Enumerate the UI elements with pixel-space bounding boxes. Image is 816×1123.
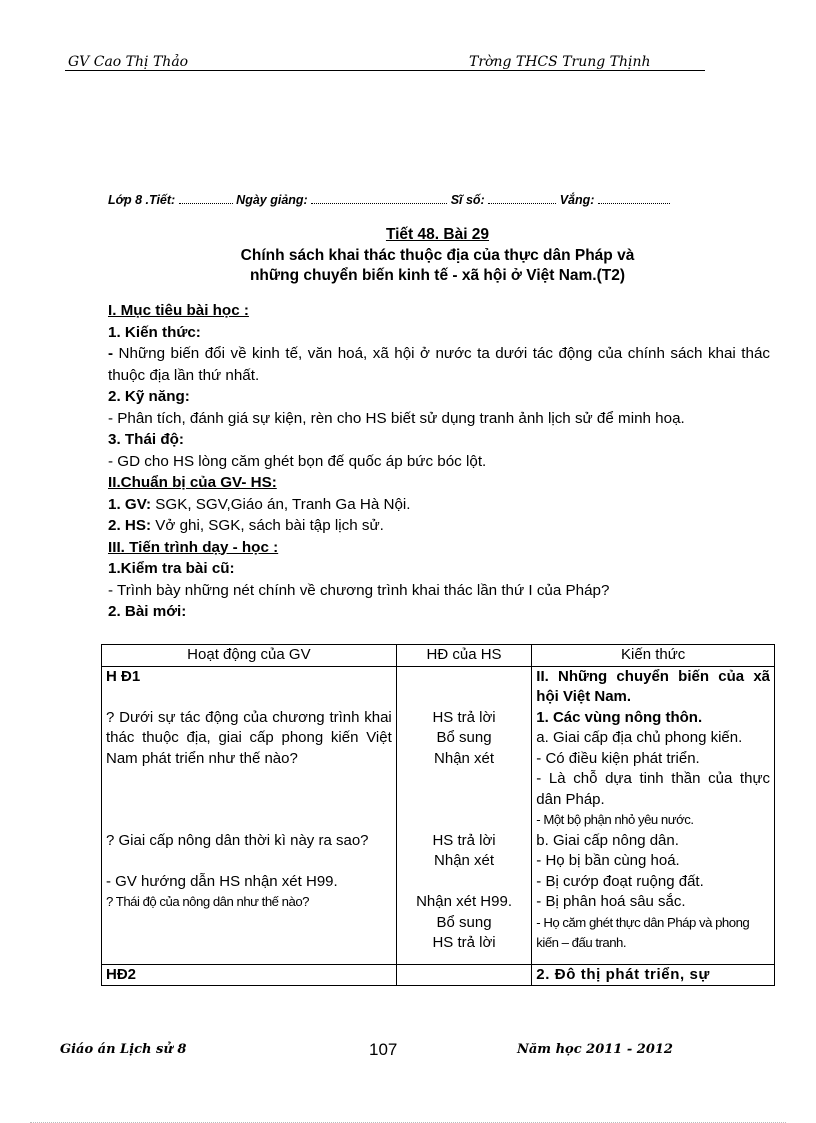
footer-school-year: Năm học 2011 - 2012 xyxy=(517,1042,673,1057)
kt-item: - Họ bị bần cùng hoá. xyxy=(536,852,680,869)
activity-2-label: HĐ2 xyxy=(102,964,397,986)
gv-cell xyxy=(102,666,397,964)
skills-heading: 2. Kỹ năng: xyxy=(108,388,190,405)
kt-cell xyxy=(532,666,775,964)
lesson-activity-table xyxy=(101,644,775,986)
lesson-title-line1: Chính sách khai thác thuộc địa của thực dân Pháp và xyxy=(240,247,635,264)
kt-heading-1: II. Những chuyển biến của xã hội Việt Nam. xyxy=(536,667,770,705)
attitude-heading: 3. Thái độ: xyxy=(108,431,184,448)
hs-answer: Bổ sung xyxy=(436,729,492,746)
page-number: 107 xyxy=(369,1040,398,1059)
header-school: Trờng THCS Trung Thịnh xyxy=(469,54,651,70)
class-info-tiet-blank xyxy=(179,202,233,204)
lesson-number: Tiết 48. Bài 29 xyxy=(385,226,490,243)
student-prep: 2. HS: Vở ghi, SGK, sách bài tập lịch sử. xyxy=(108,517,384,534)
table-header-row xyxy=(102,645,775,667)
teacher-prep: 1. GV: SGK, SGV,Giáo án, Tranh Ga Hà Nội. xyxy=(108,495,411,513)
table-row xyxy=(102,666,775,964)
hs-answer: HS trả lời xyxy=(432,934,496,951)
class-info-vang: Vắng: xyxy=(559,193,595,207)
gv-question-1: ? Dưới sự tác động của chương trình khai thác thuộc địa, giai cấp phong kiến Việt Nam phát triển như thế nào? xyxy=(106,708,392,767)
kt-item: - Bị cướp đoạt ruộng đất. xyxy=(536,872,704,890)
attitude-text: - GD cho HS lòng căm ghét bọn đế quốc áp bức bóc lột. xyxy=(108,452,487,470)
lesson-body xyxy=(108,300,770,623)
class-info-siso-blank xyxy=(488,202,556,204)
header-divider xyxy=(65,70,705,71)
class-info-siso: Sĩ số: xyxy=(450,193,485,207)
footer-subject: Giáo án Lịch sử 8 xyxy=(60,1042,187,1057)
table-row xyxy=(102,964,775,986)
kt-item: - Có điều kiện phát triển. xyxy=(536,749,700,767)
knowledge-text: - Những biến đổi về kinh tế, văn hoá, xã hội ở nước ta dưới tác động của chính sách khai thác thuộc địa lần thứ nhất. xyxy=(108,345,770,384)
skills-text: - Phân tích, đánh giá sự kiện, rèn cho HS biết sử dụng tranh ảnh lịch sử để minh hoạ. xyxy=(108,409,685,427)
kt-item: - Một bộ phận nhỏ yêu nước. xyxy=(536,812,694,827)
review-heading: 1.Kiểm tra bài cũ: xyxy=(108,560,235,577)
kt-item: - Là chỗ dựa tinh thần của thực dân Pháp. xyxy=(536,770,770,808)
class-info-ngay-blank xyxy=(311,202,447,204)
hs-cell xyxy=(396,666,532,964)
table-header-gv: Hoạt động của GV xyxy=(102,645,397,667)
gv-question-2: ? Giai cấp nông dân thời kì này ra sao? xyxy=(106,831,369,849)
gv-instruction-3: - GV hướng dẫn HS nhận xét H99. xyxy=(106,872,338,890)
section1-heading: I. Mục tiêu bài học : xyxy=(108,302,249,319)
gv-question-4: ? Thái độ của nông dân như thế nào? xyxy=(106,894,309,909)
kt-item: b. Giai cấp nông dân. xyxy=(536,831,679,849)
hs-answer: Nhận xét H99. xyxy=(416,893,512,910)
header-teacher: GV Cao Thị Thảo xyxy=(68,54,189,70)
class-info-lop: Lớp 8 .Tiết: xyxy=(108,193,176,207)
hs-answer: Nhận xét xyxy=(434,852,495,869)
section3-heading: III. Tiến trình dạy - học : xyxy=(108,538,279,556)
kt-item: - Họ căm ghét thực dân Pháp và phong kiến – đấu tranh. xyxy=(536,914,750,950)
class-info-line xyxy=(108,193,670,207)
section2-heading: II.Chuẩn bị của GV- HS: xyxy=(108,474,277,491)
table-header-kt: Kiến thức xyxy=(532,645,775,667)
review-question: - Trình bày những nét chính về chương trình khai thác lần thứ I của Pháp? xyxy=(108,581,610,599)
new-lesson-heading: 2. Bài mới: xyxy=(108,603,187,620)
hs-answer: Bổ sung xyxy=(436,913,492,931)
hs-cell-2 xyxy=(396,964,532,986)
kt-item: a. Giai cấp địa chủ phong kiến. xyxy=(536,729,743,746)
knowledge-heading: 1. Kiến thức: xyxy=(108,323,201,341)
table-header-hs: HĐ của HS xyxy=(396,645,532,667)
hs-answer: HS trả lời xyxy=(432,831,496,849)
class-info-vang-blank xyxy=(598,202,670,204)
lesson-title-line2: những chuyển biến kinh tế - xã hội ở Việt Nam.(T2) xyxy=(249,267,626,284)
kt-heading-3: 2. Đô thị phát triển, sự xyxy=(532,964,775,986)
activity-1-label: H Đ1 xyxy=(106,667,141,685)
kt-item: - Bị phân hoá sâu sắc. xyxy=(536,893,686,910)
class-info-ngay: Ngày giảng: xyxy=(236,193,308,207)
hs-answer: HS trả lời xyxy=(432,708,496,726)
hs-answer: Nhận xét xyxy=(434,749,495,767)
kt-heading-2: 1. Các vùng nông thôn. xyxy=(536,708,703,726)
